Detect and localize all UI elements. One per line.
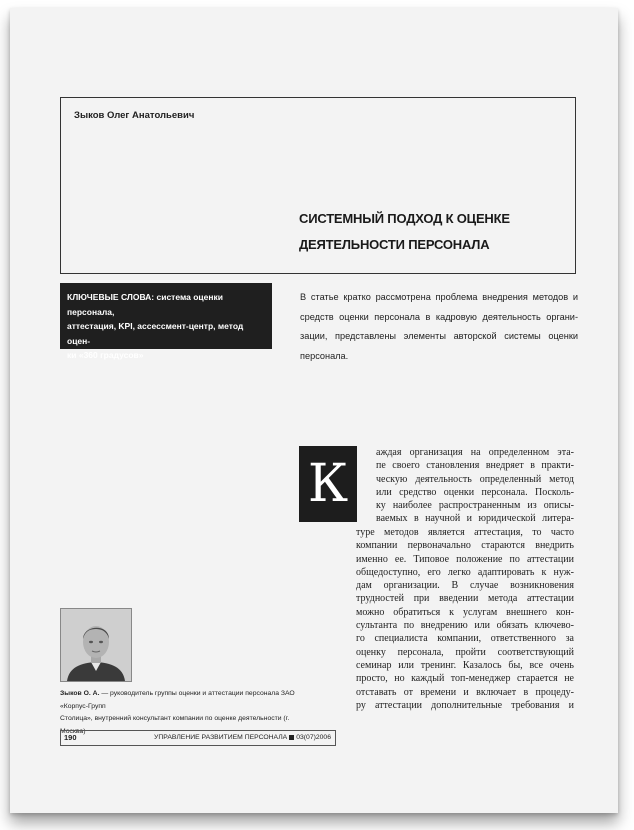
body-text	[356, 526, 574, 712]
title-line: СИСТЕМНЫЙ ПОДХОД К ОЦЕНКЕ	[299, 211, 510, 226]
keywords-box	[60, 283, 272, 360]
caption-text: — руководитель группы оценки и аттестации персонала ЗАО «Корпус-Групп	[60, 690, 295, 710]
body-text-top	[376, 446, 574, 526]
title-line: ДЕЯТЕЛЬНОСТИ ПЕРСОНАЛА	[299, 237, 490, 252]
body-line: дам организации. В случае возникновения	[356, 580, 574, 592]
author-name: Зыков Олег Анатольевич	[74, 110, 195, 121]
abstract	[300, 288, 578, 366]
journal-info	[154, 734, 331, 741]
page-number: 190	[64, 733, 77, 742]
square-separator-icon	[289, 735, 294, 740]
body-line: отставать от времени и включает в процеду-	[356, 686, 574, 698]
body-line: семинар или тренинг. Казалось бы, все очень	[356, 659, 574, 671]
caption-line	[60, 688, 300, 713]
body-line: оценку персонала, пройти соответствующий	[356, 646, 574, 658]
body-line: именно ее. Типовое положение по аттестации	[356, 553, 574, 565]
abstract-line: персонала.	[300, 350, 349, 361]
body-line: пе своего становления внедряет в практи-	[376, 460, 574, 472]
article-title	[299, 206, 569, 258]
journal-name: УПРАВЛЕНИЕ РАЗВИТИЕМ ПЕРСОНАЛА	[154, 734, 288, 741]
header-box	[60, 97, 576, 274]
body-line: го специалиста компании, ответственного за	[356, 633, 574, 645]
drop-cap: К	[299, 446, 357, 522]
body-line: ческую деятельность определенный метод	[376, 473, 574, 485]
abstract-line: зации, представлены элементы авторской системы оценки	[300, 331, 578, 341]
body-line: общедоступно, его легко адаптировать к нуж-	[356, 566, 574, 578]
body-line: трудностей при введении метода аттестации	[356, 593, 574, 605]
body-line: ку наиболее распространенным из описы-	[376, 500, 574, 512]
keywords-line: аттестация, KPI, ассессмент-центр, метод оцен-	[67, 321, 244, 346]
author-photo	[60, 608, 132, 682]
abstract-line: В статье кратко рассмотрена проблема внедрения методов и	[300, 292, 578, 302]
abstract-line: средств оценки персонала в кадровую деятельность органи-	[300, 311, 578, 322]
body-line: или средство оценки персонала. Посколь-	[376, 486, 574, 498]
body-line: можно обратиться к услугам внешнего кон-	[356, 606, 574, 618]
journal-issue: 03(07)2006	[296, 734, 331, 741]
keywords-line: КЛЮЧЕВЫЕ СЛОВА: система оценки персонала,	[67, 292, 223, 317]
body-line: туре методов является аттестация, то часто	[356, 527, 574, 538]
article-page	[10, 8, 618, 813]
keywords-line: ки «360 градусов»	[67, 350, 144, 360]
body-line: компании первоначально стараются внедрить	[356, 540, 574, 552]
caption-author-name: Зыков О. А.	[60, 690, 100, 697]
body-line: просто, но каждый топ-менеджер старается не	[356, 673, 574, 685]
body-line: ру аттестации дополнительные требования и	[356, 699, 574, 711]
page-footer	[60, 730, 336, 746]
caption-line: Столица», внутренний консультант компании по оценке деятельности (г. Москва)	[60, 715, 290, 735]
author-portrait-image	[61, 609, 131, 681]
body-line: аждая организация на определенном эта-	[376, 447, 574, 458]
body-line: сультанта по внедрению или обязать ключево-	[356, 620, 574, 632]
body-line: ваемых в научной и юридической литера-	[376, 513, 574, 525]
